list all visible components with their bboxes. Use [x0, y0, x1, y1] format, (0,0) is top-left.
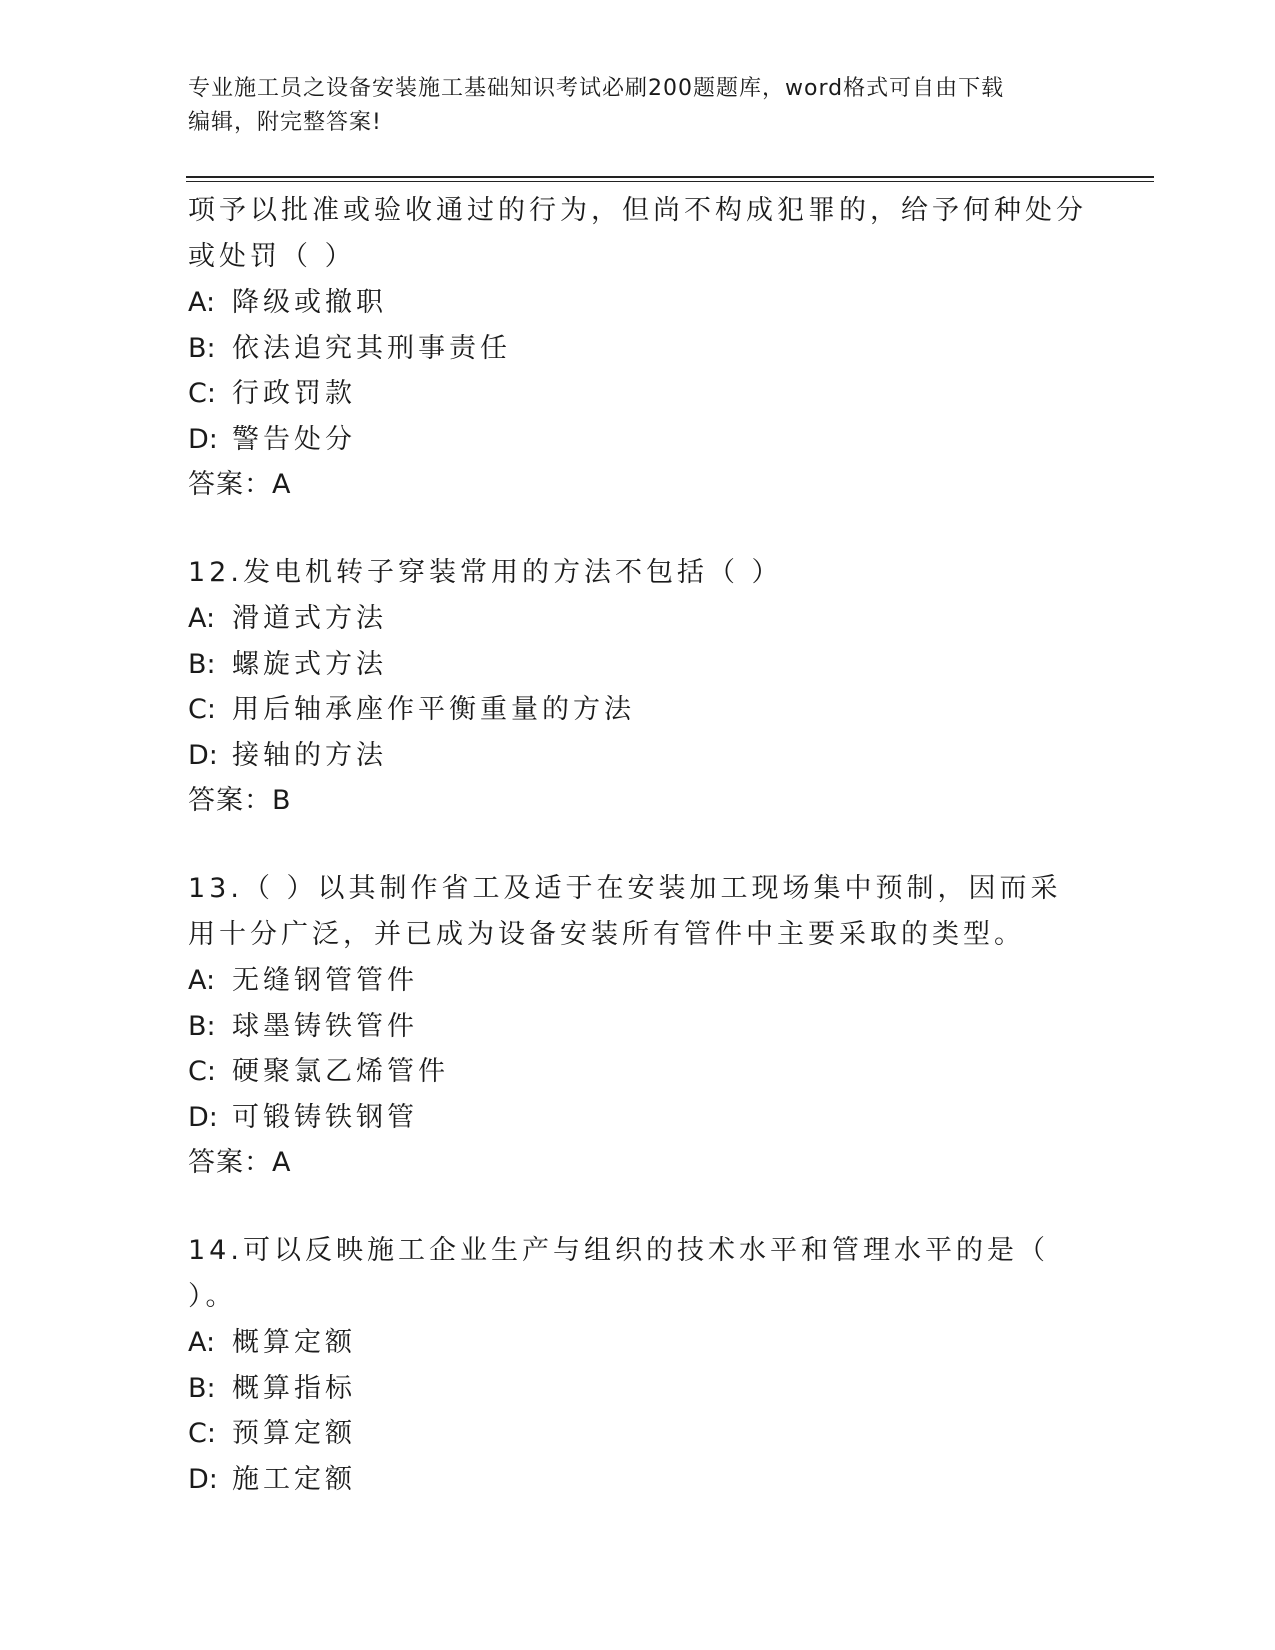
option-text: 警告处分 — [232, 423, 356, 455]
option-key: A: — [188, 965, 216, 996]
answer-line: 答案：B — [188, 785, 292, 816]
question-14 — [188, 1228, 1088, 1502]
option-d — [188, 417, 1088, 463]
header-line-2: 编辑，附完整答案! — [188, 110, 382, 135]
option-text: 无缝钢管管件 — [232, 965, 418, 996]
question-stem: 14.可以反映施工企业生产与组织的技术水平和管理水平的是（ ）。 — [188, 1235, 1049, 1312]
option-text: 概算指标 — [232, 1372, 356, 1404]
option-a — [188, 958, 1088, 1004]
option-a — [188, 1320, 1088, 1366]
option-d — [188, 1095, 1088, 1141]
option-key: B: — [188, 1010, 216, 1042]
option-d — [188, 733, 1088, 779]
option-key: D: — [188, 1101, 218, 1133]
option-text: 螺旋式方法 — [232, 648, 387, 680]
option-key: C: — [188, 694, 216, 725]
option-key: B: — [188, 1372, 216, 1404]
option-a — [188, 280, 1088, 326]
option-key: D: — [188, 1463, 218, 1495]
option-key: C: — [188, 1056, 216, 1087]
option-text: 预算定额 — [232, 1418, 356, 1449]
option-text: 降级或撤职 — [232, 287, 387, 318]
option-b — [188, 642, 1088, 688]
option-b — [188, 1004, 1088, 1050]
option-key: A: — [188, 1327, 216, 1358]
question-stem: 12.发电机转子穿装常用的方法不包括（ ） — [188, 557, 783, 588]
option-key: A: — [188, 603, 216, 634]
question-stem: 13.（ ）以其制作省工及适于在安装加工现场集中预制，因而采用十分广泛，并已成为设备安装所有管件中主要采取的类型。 — [188, 873, 1062, 950]
question-stem: 项予以批准或验收通过的行为，但尚不构成犯罪的，给予何种处分或处罚（ ） — [188, 195, 1087, 272]
option-text: 用后轴承座作平衡重量的方法 — [232, 694, 635, 725]
document-header — [188, 72, 1088, 140]
option-key: C: — [188, 1418, 216, 1449]
option-text: 球墨铸铁管件 — [232, 1010, 418, 1042]
option-text: 依法追究其刑事责任 — [232, 332, 511, 364]
option-key: B: — [188, 332, 216, 364]
answer-line: 答案：A — [188, 1147, 292, 1178]
option-text: 概算定额 — [232, 1327, 356, 1358]
header-rule-thick — [186, 176, 1154, 178]
option-c — [188, 1411, 1088, 1457]
option-b — [188, 1366, 1088, 1412]
header-rule-thin — [186, 181, 1154, 182]
option-key: C: — [188, 378, 216, 409]
question-11 — [188, 188, 1088, 508]
option-key: B: — [188, 648, 216, 680]
option-d — [188, 1457, 1088, 1503]
header-line-1: 专业施工员之设备安装施工基础知识考试必刷200题题库，word格式可自由下载 — [188, 76, 1005, 101]
option-key: D: — [188, 423, 218, 455]
option-text: 接轴的方法 — [232, 739, 387, 771]
option-c — [188, 687, 1088, 733]
option-c — [188, 1049, 1088, 1095]
option-text: 施工定额 — [232, 1463, 356, 1495]
option-a — [188, 596, 1088, 642]
option-key: D: — [188, 739, 218, 771]
question-list — [188, 188, 1088, 1544]
question-13 — [188, 866, 1088, 1186]
option-key: A: — [188, 287, 216, 318]
option-text: 可锻铸铁钢管 — [232, 1101, 418, 1133]
option-text: 滑道式方法 — [232, 603, 387, 634]
option-text: 硬聚氯乙烯管件 — [232, 1056, 449, 1087]
answer-line: 答案：A — [188, 469, 292, 500]
option-text: 行政罚款 — [232, 378, 356, 409]
option-b — [188, 326, 1088, 372]
option-c — [188, 371, 1088, 417]
question-12 — [188, 550, 1088, 824]
